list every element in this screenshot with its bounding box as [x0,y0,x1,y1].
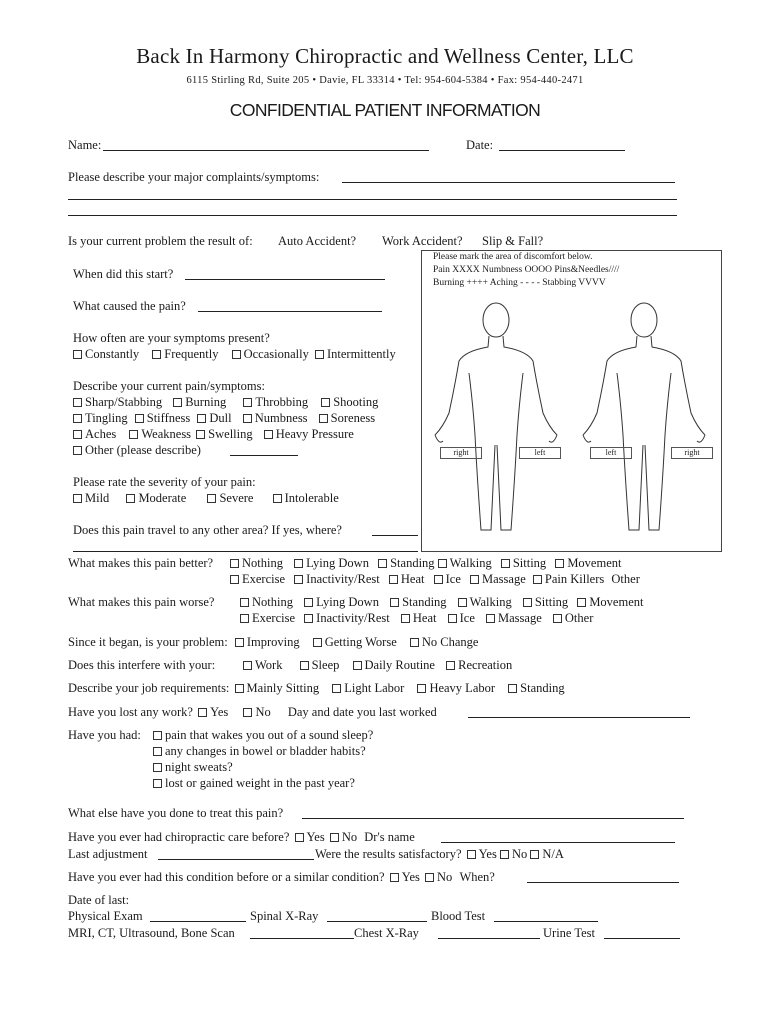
spinal-xray-label: Spinal X-Ray [250,909,319,923]
better-heat-checkbox[interactable]: Heat [389,572,425,586]
complaints-line-2[interactable] [68,199,677,200]
worse-heat-checkbox[interactable]: Heat [401,611,437,625]
complaints-line-3[interactable] [68,215,677,216]
severe-checkbox[interactable]: Severe [207,491,253,505]
how-often-options [73,347,396,362]
body-chart-legend-1: Pain XXXX Numbness OOOO Pins&Needles//// [433,265,620,275]
front-left-label: left [519,447,561,459]
name-label: Name: [68,138,102,152]
have-had-label: Have you had: [68,728,141,742]
day-date-field[interactable] [468,717,690,718]
treat-field[interactable] [302,818,684,819]
better-movement-checkbox[interactable]: Movement [555,556,621,570]
interfere-label: Does this interfere with your: [68,658,216,672]
complaints-label: Please describe your major complaints/symptoms: [68,170,320,184]
better-ice-checkbox[interactable]: Ice [434,572,461,586]
worse-ice-checkbox[interactable]: Ice [448,611,475,625]
light-labor-checkbox[interactable]: Light Labor [332,681,404,695]
lost-work-yes[interactable]: Yes [198,705,228,719]
cause-field[interactable] [198,311,382,312]
improving-checkbox[interactable]: Improving [235,635,300,649]
work-checkbox[interactable]: Work [243,658,282,672]
weight-checkbox[interactable]: lost or gained weight in the past year? [153,776,355,791]
better-painkillers-checkbox[interactable]: Pain Killers [533,572,604,586]
satisfactory-row: Were the results satisfactory? Yes No N/A [315,847,564,861]
date-field[interactable] [499,150,625,151]
blood-test-label: Blood Test [431,909,486,923]
chiro-row: Have you ever had chiropractic care before? Yes No Dr's name [68,830,415,844]
worse-movement-checkbox[interactable]: Movement [577,595,643,609]
mild-checkbox[interactable]: Mild [73,491,109,505]
body-chart-instruction: Please mark the area of discomfort below. [433,252,593,262]
date-of-last-label: Date of last: [68,893,130,907]
work-accident-option[interactable]: Work Accident? [382,234,463,248]
describe-row-3 [73,427,354,442]
back-body-figure [583,303,705,530]
drs-name-field[interactable] [441,842,675,843]
mri-label: MRI, CT, Ultrasound, Bone Scan [68,926,235,940]
slip-fall-option[interactable]: Slip & Fall? [482,234,544,248]
worse-row-2 [240,611,593,626]
satisfactory-yes[interactable]: Yes [467,847,497,861]
satisfactory-na[interactable]: N/A [530,847,564,861]
body-chart-legend-2: Burning ++++ Aching - - - - Stabbing VVVV [433,278,606,288]
chiro-no[interactable]: No [330,830,357,844]
lost-work-no[interactable]: No [243,705,270,719]
interfere-options [243,658,512,673]
clinic-address: 6115 Stirling Rd, Suite 205 • Davie, FL 33314 • Tel: 954-604-5384 • Fax: 954-440-2471 [186,75,584,86]
job-label: Describe your job requirements: Mainly Sitting Light Labor Heavy Labor Standing [68,681,565,695]
numbness-checkbox[interactable]: Numbness [243,411,308,425]
frequently-checkbox[interactable]: Frequently [152,347,218,361]
constantly-checkbox[interactable]: Constantly [73,347,139,361]
cause-label: What caused the pain? [73,299,186,313]
travel-field[interactable] [372,535,418,536]
better-walking-checkbox[interactable]: Walking [438,556,492,570]
worse-standing-checkbox[interactable]: Standing [390,595,446,609]
sleep-checkbox[interactable]: Sleep [300,658,340,672]
better-label: What makes this pain better? [68,556,214,570]
physical-exam-field[interactable] [150,921,246,922]
describe-row-1 [73,395,378,410]
complaints-field[interactable] [342,182,675,183]
worse-nothing-checkbox[interactable]: Nothing [240,595,293,609]
date-label: Date: [466,138,494,152]
chest-xray-label: Chest X-Ray [354,926,419,940]
getting-worse-checkbox[interactable]: Getting Worse [313,635,397,649]
when-label-2: When? [459,870,495,884]
when-field[interactable] [185,279,385,280]
travel-label: Does this pain travel to any other area? If yes, where? [73,523,342,537]
similar-no[interactable]: No [425,870,452,884]
other-describe-checkbox[interactable]: Other (please describe) [73,443,201,458]
worse-lying-checkbox[interactable]: Lying Down [304,595,379,609]
similar-yes[interactable]: Yes [390,870,420,884]
drs-name-label: Dr's name [364,830,415,844]
better-sitting-checkbox[interactable]: Sitting [501,556,546,570]
chiro-yes[interactable]: Yes [295,830,325,844]
describe-label: Describe your current pain/symptoms: [73,379,265,393]
moderate-checkbox[interactable]: Moderate [126,491,186,505]
worse-row-1 [240,595,643,610]
clinic-name: Back In Harmony Chiropractic and Wellness Center, LLC [136,44,634,68]
similar-when-field[interactable] [527,882,679,883]
day-date-label: Day and date you last worked [287,705,437,719]
standing-checkbox[interactable]: Standing [508,681,564,695]
intolerable-checkbox[interactable]: Intolerable [273,491,339,505]
form-title: CONFIDENTIAL PATIENT INFORMATION [229,100,541,120]
worse-inactivity-checkbox[interactable]: Inactivity/Rest [304,611,390,625]
how-often-label: How often are your symptoms present? [73,331,270,345]
body-figures[interactable] [425,295,715,545]
since-label: Since it began, is your problem: Improving Getting Worse No Change [68,635,479,649]
no-change-checkbox[interactable]: No Change [410,635,479,649]
severity-options [73,491,339,506]
front-right-label: right [440,447,482,459]
aches-checkbox[interactable]: Aches [73,427,116,441]
recreation-checkbox[interactable]: Recreation [446,658,512,672]
similar-row: Have you ever had this condition before or a similar condition? Yes No When? [68,870,495,884]
spinal-xray-field[interactable] [327,921,427,922]
intermittently-checkbox[interactable]: Intermittently [315,347,396,361]
soreness-checkbox[interactable]: Soreness [319,411,375,425]
occasionally-checkbox[interactable]: Occasionally [232,347,309,361]
better-other-text[interactable]: Other [611,572,640,586]
name-field[interactable] [103,150,429,151]
bowel-checkbox[interactable]: any changes in bowel or bladder habits? [153,744,366,759]
other-describe-field[interactable] [230,455,298,456]
weakness-checkbox[interactable]: Weakness [129,427,191,441]
throbbing-checkbox[interactable]: Throbbing [243,395,308,409]
better-row-1 [230,556,621,571]
treat-label: What else have you done to treat this pain? [68,806,284,820]
lost-work-label: Have you lost any work? Yes No Day and date you last worked [68,705,437,719]
describe-row-2 [73,411,375,426]
better-standing-checkbox[interactable]: Standing [378,556,434,570]
night-sweats-checkbox[interactable]: night sweats? [153,760,233,775]
last-adjustment-field[interactable] [158,859,314,860]
burning-checkbox[interactable]: Burning [173,395,226,409]
urine-test-field[interactable] [604,938,680,939]
travel-field-2[interactable] [73,551,418,552]
worse-sitting-checkbox[interactable]: Sitting [523,595,568,609]
dull-checkbox[interactable]: Dull [197,411,231,425]
back-left-label: left [590,447,632,459]
stiffness-checkbox[interactable]: Stiffness [135,411,191,425]
severity-label: Please rate the severity of your pain: [73,475,256,489]
shooting-checkbox[interactable]: Shooting [321,395,378,409]
better-exercise-checkbox[interactable]: Exercise [230,572,285,586]
mri-field[interactable] [250,938,354,939]
blood-test-field[interactable] [494,921,598,922]
worse-other-checkbox[interactable]: Other [553,611,593,625]
last-adjustment-label: Last adjustment [68,847,148,861]
heavy-labor-checkbox[interactable]: Heavy Labor [417,681,495,695]
better-massage-checkbox[interactable]: Massage [470,572,526,586]
better-row-2 [230,572,640,587]
tingling-checkbox[interactable]: Tingling [73,411,128,425]
daily-routine-checkbox[interactable]: Daily Routine [353,658,435,672]
worse-exercise-checkbox[interactable]: Exercise [240,611,295,625]
result-of-label: Is your current problem the result of: [68,234,253,248]
auto-accident-option[interactable]: Auto Accident? [278,234,357,248]
worse-label: What makes this pain worse? [68,595,215,609]
satisfactory-no[interactable]: No [500,847,527,861]
back-right-label: right [671,447,713,459]
better-inactivity-checkbox[interactable]: Inactivity/Rest [294,572,380,586]
sharp-stabbing-checkbox[interactable]: Sharp/Stabbing [73,395,162,409]
swelling-checkbox[interactable]: Swelling [196,427,252,441]
heavy-pressure-checkbox[interactable]: Heavy Pressure [264,427,354,441]
sleep-pain-checkbox[interactable]: pain that wakes you out of a sound sleep? [153,728,373,743]
better-nothing-checkbox[interactable]: Nothing [230,556,283,570]
mainly-sitting-checkbox[interactable]: Mainly Sitting [235,681,320,695]
front-body-figure [435,303,557,530]
worse-massage-checkbox[interactable]: Massage [486,611,542,625]
worse-walking-checkbox[interactable]: Walking [458,595,512,609]
chest-xray-field[interactable] [438,938,540,939]
better-lying-checkbox[interactable]: Lying Down [294,556,369,570]
when-label: When did this start? [73,267,174,281]
physical-exam-label: Physical Exam [68,909,143,923]
urine-test-label: Urine Test [543,926,596,940]
